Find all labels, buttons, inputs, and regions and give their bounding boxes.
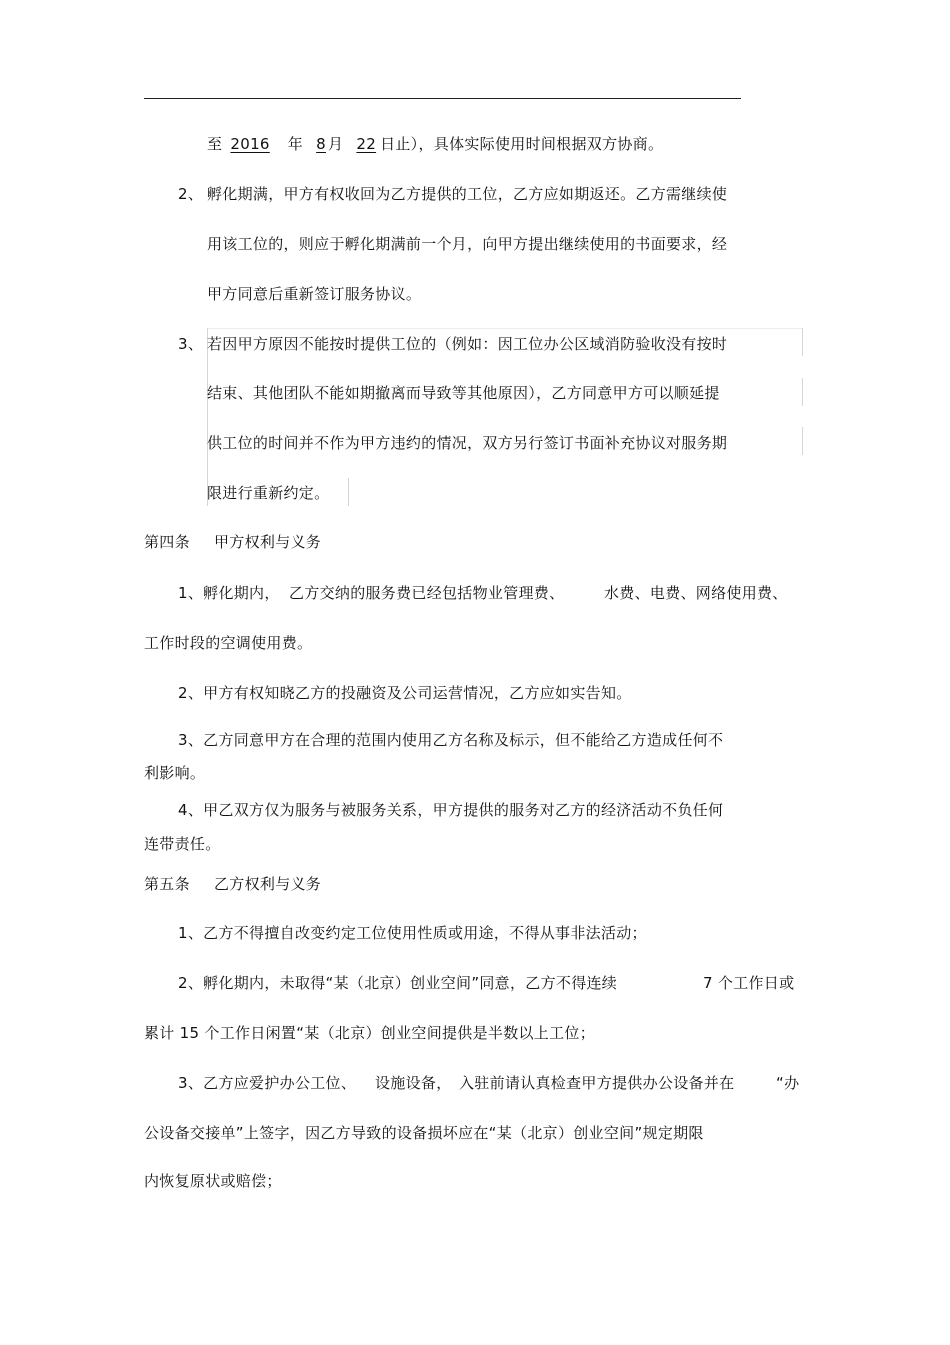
prefix-text: 至: [207, 135, 223, 153]
article5-item3-d: “办: [776, 1074, 800, 1092]
article5-title: 乙方权利与义务: [214, 875, 322, 893]
month-value: 8: [316, 135, 326, 153]
article5-item1: 1、乙方不得擅自改变约定工位使用性质或用途，不得从事非法活动；: [178, 924, 647, 942]
article4-item1-b: 乙方交纳的服务费已经包括物业管理费、: [289, 584, 565, 602]
item3-line-4: 限进行重新约定。: [207, 484, 330, 502]
item3-number: 3、: [178, 335, 204, 353]
article5-item3-cont2: 内恢复原状或赔偿；: [144, 1172, 282, 1190]
item3-line-3: 供工位的时间并不作为甲方违约的情况，双方另行签订书面补充协议对服务期: [207, 434, 728, 452]
top-rule: [144, 98, 741, 99]
article5-item3-b: 设施设备，: [375, 1074, 452, 1092]
article4-title: 甲方权利与义务: [214, 533, 322, 551]
year-value: 2016: [230, 135, 270, 153]
item3-frame-top: [207, 328, 803, 329]
suffix-text: 日止），具体实际使用时间根据双方协商。: [380, 135, 664, 153]
article4-item3: 3、乙方同意甲方在合理的范围内使用乙方名称及标示，但不能给乙方造成任何不: [178, 731, 724, 749]
service-period-end-line: [207, 134, 663, 154]
article5-item2-cont: 累计 15 个工作日闲置“某（北京）创业空间提供是半数以上工位；: [144, 1024, 595, 1042]
article4-item4: 4、甲乙双方仅为服务与被服务关系，甲方提供的服务对乙方的经济活动不负任何: [178, 801, 724, 819]
article5-item3-c: 入驻前请认真检查甲方提供办公设备并在: [459, 1074, 735, 1092]
article4-item1-cont: 工作时段的空调使用费。: [144, 634, 313, 652]
item3-frame-right-3: [802, 427, 803, 455]
item3-frame-left: [207, 328, 208, 506]
article4-item4-cont: 连带责任。: [144, 835, 221, 853]
day-value: 22: [356, 135, 377, 153]
item3-line-2: 结束、其他团队不能如期撤离而导致等其他原因），乙方同意甲方可以顺延提: [207, 384, 720, 402]
item2-line-3: 甲方同意后重新签订服务协议。: [207, 285, 422, 303]
article4-item1-c: 水费、电费、网络使用费、: [604, 584, 788, 602]
year-unit: 年: [287, 135, 304, 153]
item2-line-1: 孵化期满，甲方有权收回为乙方提供的工位，乙方应如期返还。乙方需继续使: [207, 185, 728, 203]
item3-line-1: 若因甲方原因不能按时提供工位的（例如：因工位办公区域消防验收没有按时: [207, 335, 728, 353]
item2-number: 2、: [178, 185, 204, 203]
item3-frame-right-1: [802, 328, 803, 356]
article5-heading: 第五条: [144, 875, 190, 893]
item3-frame-right-2: [802, 378, 803, 406]
item2-line-2: 用该工位的，则应于孵化期满前一个月，向甲方提出继续使用的书面要求，经: [207, 235, 728, 253]
article5-item2-b: 7 个工作日或: [703, 974, 795, 992]
article5-item3-cont1: 公设备交接单”上签字，因乙方导致的设备损坏应在“某（北京）创业空间”规定期限: [144, 1124, 704, 1142]
article5-item3-a: 3、乙方应爱护办公工位、: [178, 1074, 357, 1092]
article4-heading: 第四条: [144, 533, 190, 551]
article4-item2: 2、甲方有权知晓乙方的投融资及公司运营情况，乙方应如实告知。: [178, 684, 632, 702]
article4-item3-cont: 利影响。: [144, 764, 206, 782]
item3-frame-end: [348, 478, 349, 506]
article4-item1-a: 1、孵化期内，: [178, 584, 280, 602]
article5-item2-a: 2、孵化期内，未取得“某（北京）创业空间”同意，乙方不得连续: [178, 974, 618, 992]
month-unit: 月: [328, 135, 344, 153]
